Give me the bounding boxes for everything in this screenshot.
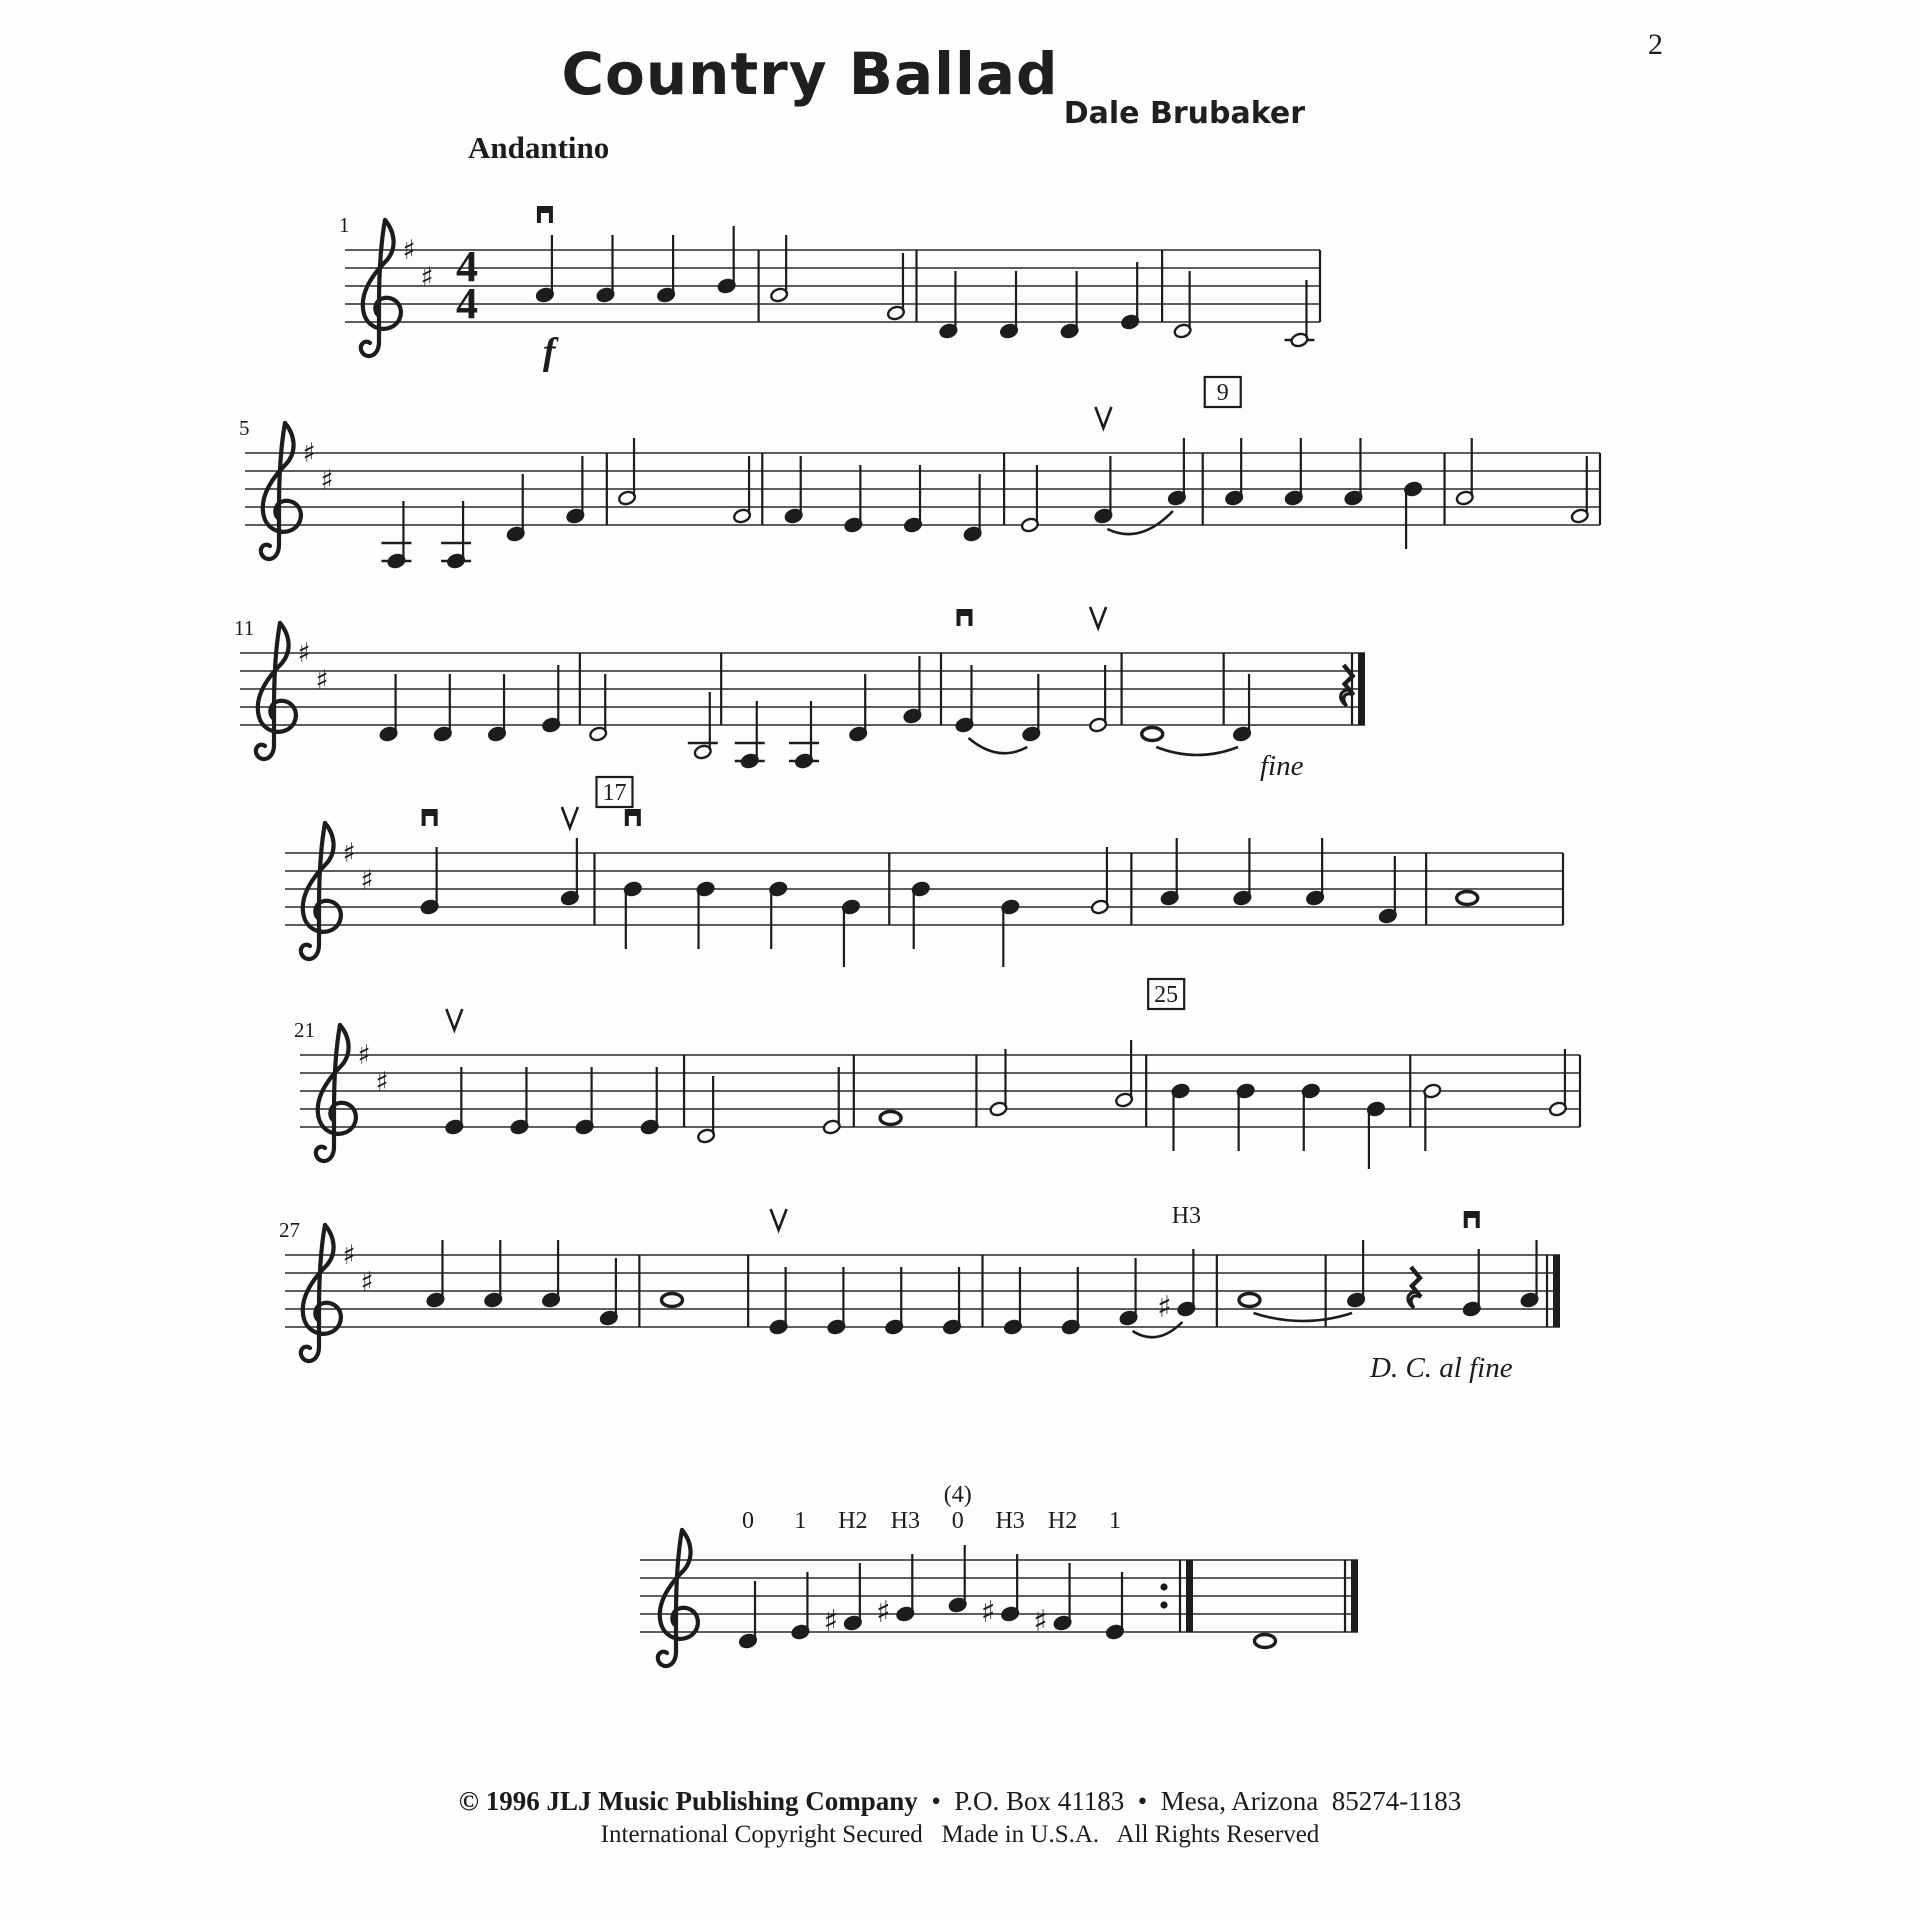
sharp-icon: ♯ (302, 438, 316, 469)
fingering-label: 1 (794, 1508, 807, 1534)
measure-number: 11 (234, 616, 255, 640)
down-bow-icon (422, 809, 438, 826)
staff-system-2 (239, 377, 1600, 569)
measure-number: 27 (279, 1218, 300, 1242)
down-bow-icon (1464, 1211, 1480, 1228)
sharp-icon: ♯ (297, 638, 311, 669)
rehearsal-number: 17 (602, 780, 627, 806)
up-bow-icon (1090, 607, 1106, 628)
rehearsal-number: 25 (1154, 982, 1179, 1008)
fingering-label: 0 (951, 1508, 964, 1534)
measure-number: 21 (294, 1018, 315, 1042)
publisher-name: © 1996 JLJ Music Publishing Company (458, 1786, 918, 1816)
up-bow-icon (1095, 407, 1111, 428)
staff-system-1 (339, 206, 1320, 373)
sharp-icon: ♯ (823, 1604, 839, 1639)
measure-number: 5 (239, 416, 250, 440)
whole-note-head (1457, 892, 1478, 905)
fingering-alt-label: (4) (943, 1482, 972, 1508)
down-bow-icon (956, 609, 972, 626)
fine-marking: fine (1260, 750, 1304, 782)
sharp-icon: ♯ (342, 838, 356, 869)
fingering-label: H3 (995, 1508, 1025, 1534)
copyright-line (0, 1786, 1920, 1817)
whole-note-head (661, 1294, 682, 1307)
time-signature: 4 (456, 242, 478, 291)
tie-slur (968, 738, 1027, 753)
tie-slur (1156, 747, 1238, 755)
dynamic-marking: f (542, 331, 556, 373)
sharp-icon: ♯ (315, 665, 329, 696)
rehearsal-number: 9 (1216, 380, 1229, 406)
fingering-label: 0 (742, 1508, 754, 1534)
whole-note-head (1142, 728, 1163, 741)
sharp-icon: ♯ (1033, 1604, 1048, 1639)
tie-slur (1253, 1313, 1352, 1321)
whole-note-head (1239, 1294, 1260, 1307)
rights-line: International Copyright Secured Made in U.S.A. All Rights Reserved (600, 1821, 1320, 1848)
piece-title: Country Ballad (561, 40, 1059, 108)
sharp-icon: ♯ (360, 1267, 374, 1298)
staff-system-5 (294, 979, 1580, 1169)
dc-al-fine-marking: D. C. al fine (1370, 1352, 1513, 1384)
down-bow-icon (537, 206, 553, 223)
fingering-label: H3 (1171, 1203, 1202, 1229)
composer-name: Dale Brubaker (1063, 96, 1305, 131)
treble-clef-icon (361, 220, 401, 356)
sharp-icon: ♯ (375, 1067, 389, 1098)
treble-clef-icon (301, 1225, 341, 1361)
sharp-icon: ♯ (342, 1240, 356, 1271)
repeat-dot (1160, 1583, 1167, 1590)
page-number: 2 (1648, 28, 1663, 61)
fingering-label: 1 (1109, 1508, 1121, 1534)
up-bow-icon (446, 1009, 462, 1030)
tempo-marking: Andantino (468, 130, 610, 165)
repeat-dot (1160, 1601, 1167, 1608)
sharp-icon: ♯ (1157, 1290, 1172, 1325)
up-bow-icon (562, 807, 578, 828)
staff-system-6 (279, 1203, 1560, 1384)
final-barline-thick (1553, 1255, 1560, 1327)
final-barline-thick (1358, 653, 1365, 725)
down-bow-icon (625, 809, 641, 826)
sharp-icon: ♯ (402, 235, 416, 266)
staff-system-4 (285, 777, 1563, 967)
fingering-label: H3 (890, 1508, 920, 1534)
fingering-label: H2 (1047, 1508, 1078, 1534)
publisher-address: • P.O. Box 41183 • Mesa, Arizona 85274-1183 (917, 1786, 1462, 1816)
treble-clef-icon (301, 823, 341, 959)
fingering-exercise-staff (640, 1482, 1358, 1666)
sharp-icon: ♯ (980, 1595, 996, 1630)
publisher-footer (0, 1786, 1920, 1849)
treble-clef-icon (256, 623, 296, 759)
fingering-label: H2 (838, 1508, 868, 1534)
repeat-barline-thick (1186, 1560, 1193, 1632)
up-bow-icon (771, 1209, 787, 1230)
treble-clef-icon (316, 1025, 356, 1161)
sharp-icon: ♯ (360, 865, 374, 896)
measure-number: 1 (339, 213, 350, 237)
treble-clef-icon (261, 423, 301, 559)
final-barline-thick (1351, 1560, 1358, 1632)
whole-note-head (1255, 1635, 1276, 1648)
sharp-icon: ♯ (320, 465, 334, 496)
sharp-icon: ♯ (357, 1040, 371, 1071)
treble-clef-icon (658, 1530, 698, 1666)
whole-note-head (880, 1112, 901, 1125)
sharp-icon: ♯ (876, 1595, 891, 1630)
time-signature: 4 (456, 279, 478, 328)
staff-system-3 (234, 607, 1365, 782)
tie-slur (1107, 511, 1172, 534)
sharp-icon: ♯ (420, 262, 434, 293)
